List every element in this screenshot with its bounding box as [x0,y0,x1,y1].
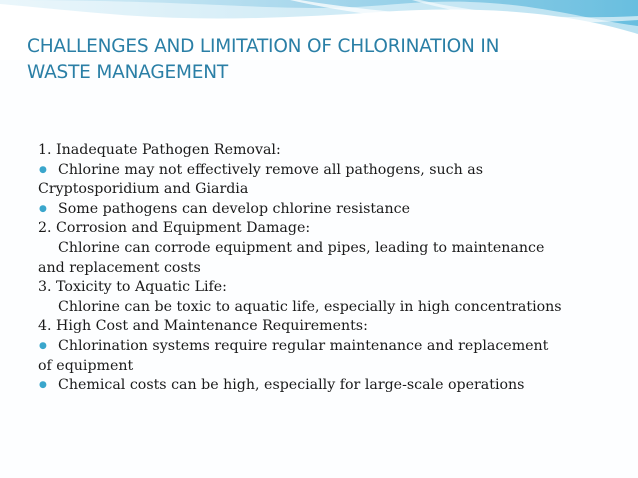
bullet-icon: ● [39,340,47,351]
slide-title [27,34,617,86]
slide-body [38,141,598,396]
bullet-continuation: Cryptosporidium and Giardia [38,181,249,198]
bullet-item: ● Chlorine may not effectively remove all pathogens, such as [38,161,598,181]
bullet-icon: ● [39,380,47,391]
heading-high-cost: 4. High Cost and Maintenance Requirements: [38,318,368,335]
bullet-icon: ● [39,164,47,175]
bullet-item: ● Chemical costs can be high, especially for large-scale operations [38,376,598,396]
bullet-continuation: of equipment [38,357,134,374]
indented-item: Chlorine can corrode equipment and pipes, leading to maintenance [58,239,545,256]
indented-item: Chlorine can be toxic to aquatic life, especially in high concentrations [58,298,562,315]
slide-title-line-2: WASTE MANAGEMENT [27,62,228,83]
heading-toxicity: 3. Toxicity to Aquatic Life: [38,279,227,296]
indented-continuation: and replacement costs [38,259,201,276]
bullet-item: ● Chlorination systems require regular maintenance and replacement [38,337,598,357]
bullet-item: ● Some pathogens can develop chlorine resistance [38,200,598,220]
heading-corrosion: 2. Corrosion and Equipment Damage: [38,220,311,237]
slide-title-line-1: CHALLENGES AND LIMITATION OF CHLORINATION IN [27,36,500,57]
heading-pathogen-removal: 1. Inadequate Pathogen Removal: [38,142,281,158]
bullet-icon: ● [39,203,47,214]
